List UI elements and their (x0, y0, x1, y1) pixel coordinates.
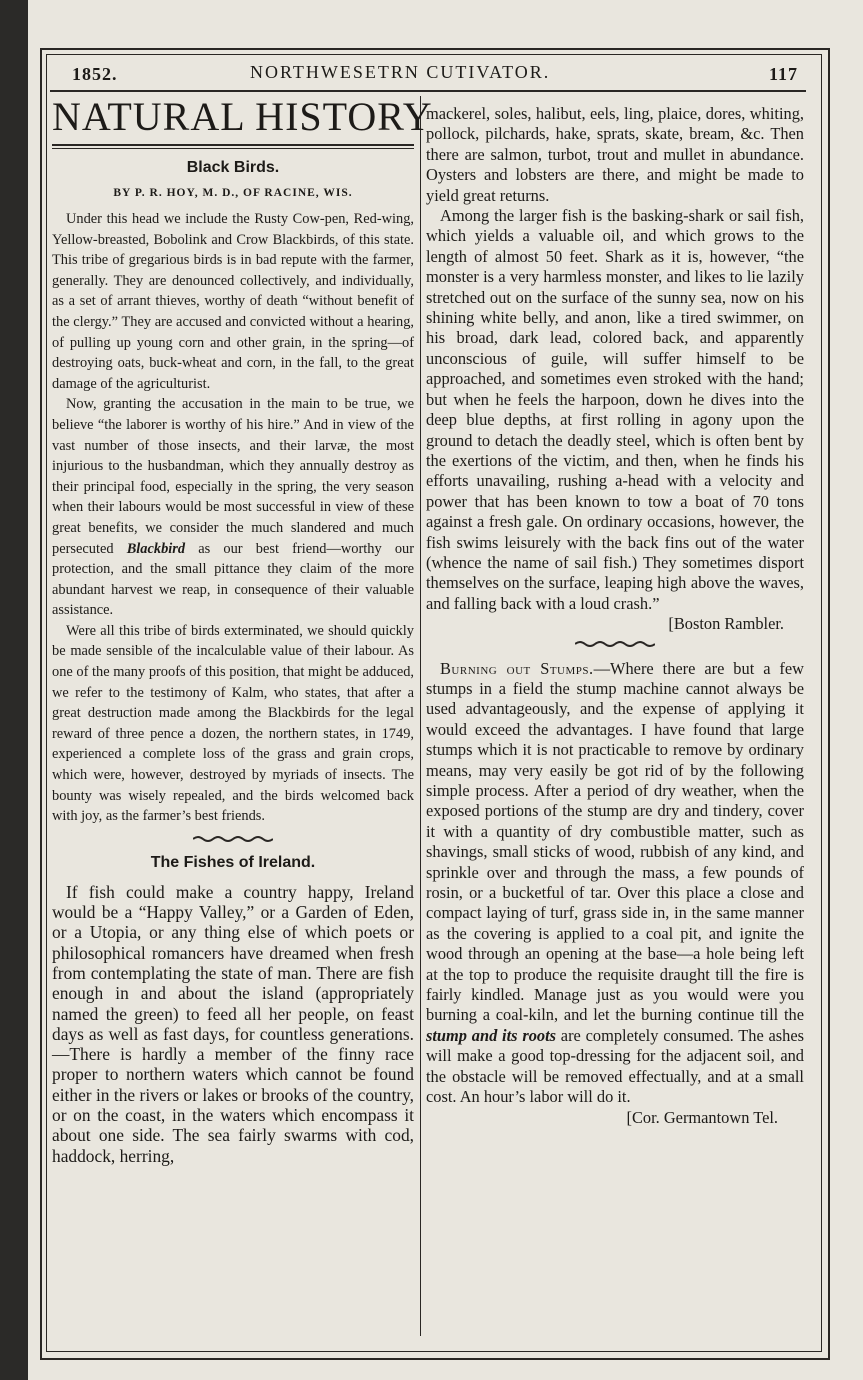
black-birds-paragraph-2-end: as our best friend—worthy our protection, and the small pittance they claim of the more abundant harvest we reap, in consequence of their valuable assistance. (52, 540, 414, 619)
header-rule (50, 90, 806, 92)
fishes-paragraph-2-text: Among the larger fish is the basking-shark or sail fish, which yields a valuable oil, and which grows to the length of almost 50 feet. Shark as it is, however, “the monster is a very harmless monster, and likes to lie lazily stretched out on the surface of the sunny sea, now on his shining white belly, and anon, like a tired swimmer, on his broad, dark lead, colored back, and apparently unconscious of guile, will suffer himself to be approached, and sometimes even stroked with the hand; but when he feels the harpoon, down he dives into the deep blue depths, at first rolling in agony upon the ground to detach the deadly steel, which is often bent by the exertions of the victim, and then, when he finds his efforts unavailing, rushing a-head with a velocity and power that has been known to tow a boat of 70 tons against a fresh gale. On ordinary occasions, however, the fish swims leisurely with the back fins out of the water (whence the name of sail fish.) They sometimes disport themselves on the surface, leaping high above the waves, and falling back with a loud crash.” (426, 206, 804, 613)
page-number: 117 (768, 64, 798, 84)
article-byline: BY P. R. HOY, M. D., OF RACINE, WIS. (113, 187, 353, 199)
article-title-fishes: The Fishes of Ireland. (150, 853, 316, 871)
running-head (60, 62, 800, 88)
fishes-paragraph-1-continued: mackerel, soles, halibut, eels, ling, plaice, dores, whiting, pollock, pilchards, hake, sprats, skate, bream, &c. Then there are salmon, turbot, trout and mullet in abundance. Oysters and lobsters are there, and might be made to yield great returns. (426, 104, 804, 205)
stumps-credit: [Cor. Germantown Tel. (626, 1107, 778, 1127)
black-birds-paragraph-3: Were all this tribe of birds exterminated, we should quickly be made sensible of the incalculable value of their labour. As one of the many proofs of this position, that might be adduced, we refer to the testimony of Kalm, who states, that after a great destruction made among the Blackbirds for the legal reward of three pence a dozen, the northern states, in 1749, experienced a complete loss of the grass and grain crops, which were, however, destroyed by myriads of insects. The bounty was wisely repealed, and the birds welcomed back with joy, as the farmer’s best friends. (52, 622, 414, 825)
stumps-paragraph-start: —Where there are but a few stumps in a field the stump machine cannot always be used advantageously, and the expense of applying it would exceed the advantages. I have found that large stumps which it is not practicable to remove by ordinary means, may very easily be got rid of by the following simple process. After a period of dry weather, when the exposed portions of the stump are dry and tindery, cover it with a quantity of dry combustible matter, such as shavings, small sticks of wood, rubbish of any kind, and sprinkle over and through the mass, a few pounds of rosin, or a bucketful of tar. Over this place a close and compact laying of turf, grass side in, in the same manner as the covering is applied to a coal pit, and ignite the wood through an opening at the base—a hole being left at the top to produce the requisite draught till the fire is fairly kindled. Manage just as you would were you burning a coal-kiln, and let the burning continue till the (426, 658, 805, 1025)
fishes-paragraph-2 (426, 206, 804, 634)
section-separator-ornament (52, 830, 414, 848)
masthead: NORTHWESETRN CUTIVATOR. (250, 62, 551, 82)
column-divider (420, 96, 421, 1336)
black-birds-paragraph-2-start: Now, granting the accusation in the main to be true, we believe “the laborer is worthy of his hire.” And in view of the vast number of those insects, and their larvæ, the most injurious to the husbandman, which they annually destroy as their principal food, especially in the spring, the very season when their labours would be most successful in view of these great benefits, we consider the much slandered and much persecuted (52, 396, 414, 557)
stumps-emphasis: stump and its roots (426, 1025, 557, 1045)
right-column (426, 104, 804, 1128)
section-rule (52, 144, 414, 149)
black-birds-paragraph-2 (52, 394, 414, 621)
fishes-paragraph-1: If fish could make a country happy, Ireland would be a “Happy Valley,” or a Garden of Eden, or a Utopia, or any thing else of which poets or philosophical romancers have dreamed when fresh from contemplating the state of man. There are fish enough in and about the island (appropriately named the green) to feed all her people, on feast days as well as fast days, for countless generations.—There is hardly a member of the finny race proper to northern waters which cannot be found either in the rivers or lakes or brooks of the country, or on the coast, in the waters which encompass it about one side. The sea fairly swarms with cod, haddock, herring, (52, 881, 414, 1166)
left-column (52, 94, 433, 1166)
article-title-stumps: Burning out Stumps. (440, 658, 594, 678)
issue-year: 1852. (72, 64, 118, 84)
fishes-credit: [Boston Rambler. (668, 614, 784, 634)
article-title-black-birds: Black Birds. (186, 159, 280, 176)
section-separator-ornament-2 (426, 635, 804, 653)
blackbird-emphasis: Blackbird (126, 540, 186, 557)
black-birds-paragraph-1: Under this head we include the Rusty Cow-pen, Red-wing, Yellow-breasted, Bobolink and Crow Blackbirds, of this state. This tribe of gregarious birds is in bad repute with the farmer, generally. They are denounced collectively, and individually, as a set of arrant thieves, worthy of death “without benefit of the clergy.” They are accused and convicted without a hearing, of pulling up young corn and other grain, in the spring—of destroying oats, buck-wheat and corn, in the fall, to the great damage of the agriculturist. (52, 211, 414, 392)
section-title: NATURAL HISTORY (52, 94, 433, 139)
stumps-paragraph-end: are completely consumed. The ashes will make a good top-dressing for the adjacent soil, and the obstacle will be removed effectually, and at a small cost. An hour’s labor will do it. (426, 1025, 804, 1107)
stumps-paragraph (426, 659, 804, 1108)
